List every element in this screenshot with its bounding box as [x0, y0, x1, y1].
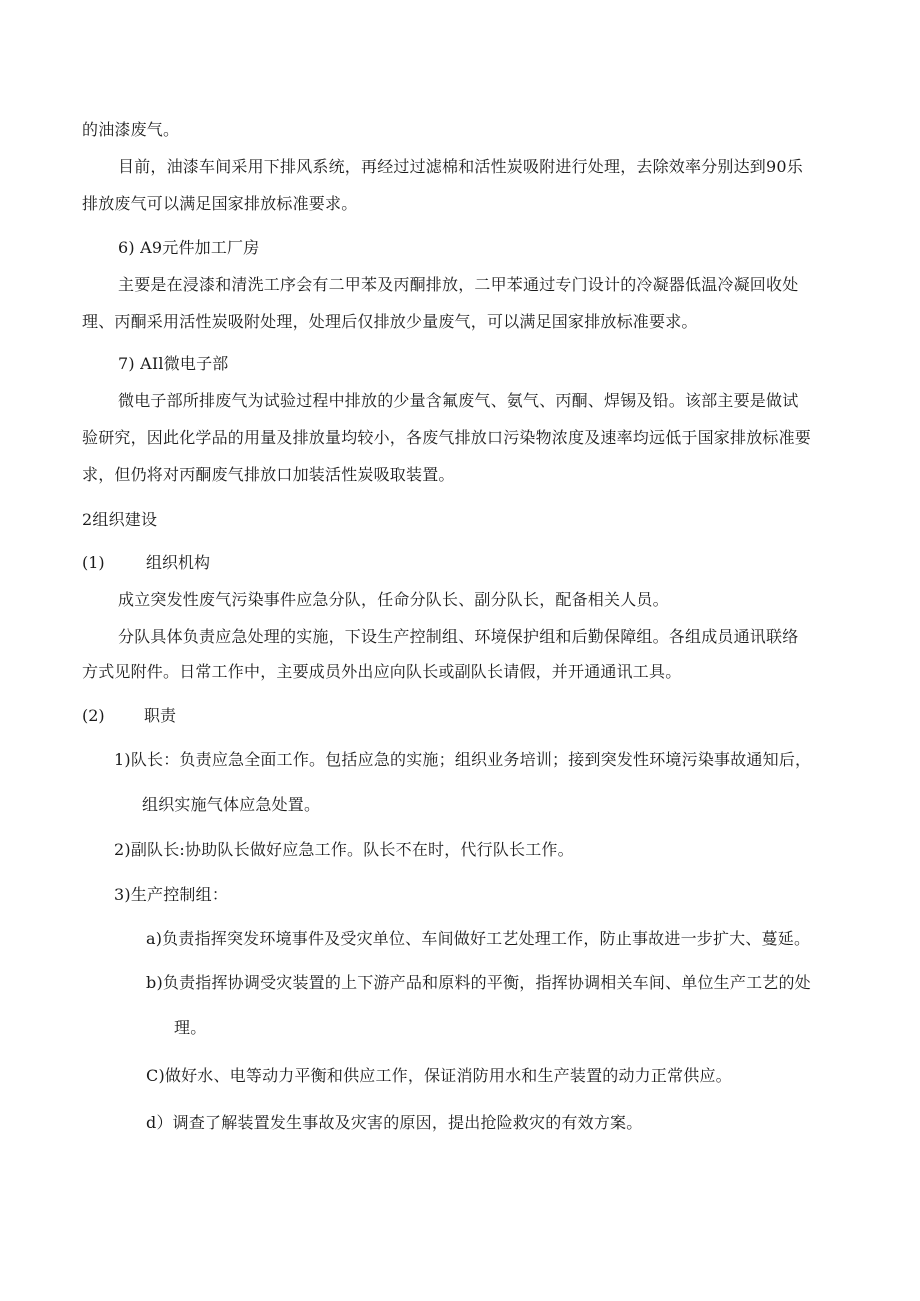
subsection-heading: [82, 553, 211, 573]
sub-list-item-continuation: 理。: [174, 1018, 207, 1037]
subsection-heading: [82, 706, 177, 726]
subsection-number: (2): [82, 706, 105, 725]
paragraph-line: 成立突发性废气污染事件应急分队，任命分队长、副分队长，配备相关人员。: [118, 590, 669, 609]
sub-list-item: b)负责指挥协调受灾装置的上下游产品和原料的平衡，指挥协调相关车间、单位生产工艺的处: [146, 973, 811, 992]
list-item: 3)生产控制组：: [114, 885, 229, 904]
paragraph-line: 求，但仍将对丙酮废气排放口加装活性炭吸取装置。: [82, 465, 455, 484]
subsection-number: (1): [82, 553, 105, 572]
paragraph-line: 方式见附件。日常工作中，主要成员外出应向队长或副队长请假，并开通通讯工具。: [82, 662, 682, 681]
paragraph-line: 排放废气可以满足国家排放标准要求。: [82, 194, 358, 213]
sub-list-item: d）调查了解装置发生事故及灾害的原因，提出抢险救灾的有效方案。: [146, 1113, 643, 1132]
subsection-heading: 7) AIl微电子部: [118, 354, 229, 373]
paragraph-line: 的油漆废气。: [82, 120, 180, 139]
paragraph-line: 主要是在浸漆和清洗工序会有二甲苯及丙酮排放，二甲苯通过专门设计的冷凝器低温冷凝回收处: [118, 275, 799, 294]
paragraph-line: 分队具体负责应急处理的实施，下设生产控制组、环境保护组和后勤保障组。各组成员通讯联络: [118, 627, 799, 646]
paragraph-line: 微电子部所排废气为试验过程中排放的少量含氟废气、氨气、丙酮、焊锡及铅。该部主要是做试: [118, 391, 799, 410]
list-item: 2)副队长:协助队长做好应急工作。队长不在时，代行队长工作。: [114, 840, 574, 859]
list-item-continuation: 组织实施气体应急处置。: [142, 795, 321, 814]
list-item: 1)队长：负责应急全面工作。包括应急的实施；组织业务培训；接到突发性环境污染事故通知后，: [114, 750, 812, 769]
section-heading: 2组织建设: [82, 510, 158, 529]
subsection-title: 职责: [144, 706, 177, 725]
paragraph-line: 目前，油漆车间采用下排风系统，再经过过滤棉和活性炭吸附进行处理，去除效率分别达到90乐: [118, 157, 803, 176]
sub-list-item: a)负责指挥突发环境事件及受灾单位、车间做好工艺处理工作，防止事故进一步扩大、蔓延。: [146, 929, 811, 948]
subsection-heading: 6) A9元件加工厂房: [118, 238, 260, 257]
sub-list-item: C)做好水、电等动力平衡和供应工作，保证消防用水和生产装置的动力正常供应。: [146, 1066, 732, 1085]
subsection-title: 组织机构: [146, 553, 211, 572]
paragraph-line: 验研究，因此化学品的用量及排放量均较小，各废气排放口污染物浓度及速率均远低于国家排放标准要: [82, 428, 812, 447]
paragraph-line: 理、丙酮采用活性炭吸附处理，处理后仅排放少量废气，可以满足国家排放标准要求。: [82, 312, 698, 331]
